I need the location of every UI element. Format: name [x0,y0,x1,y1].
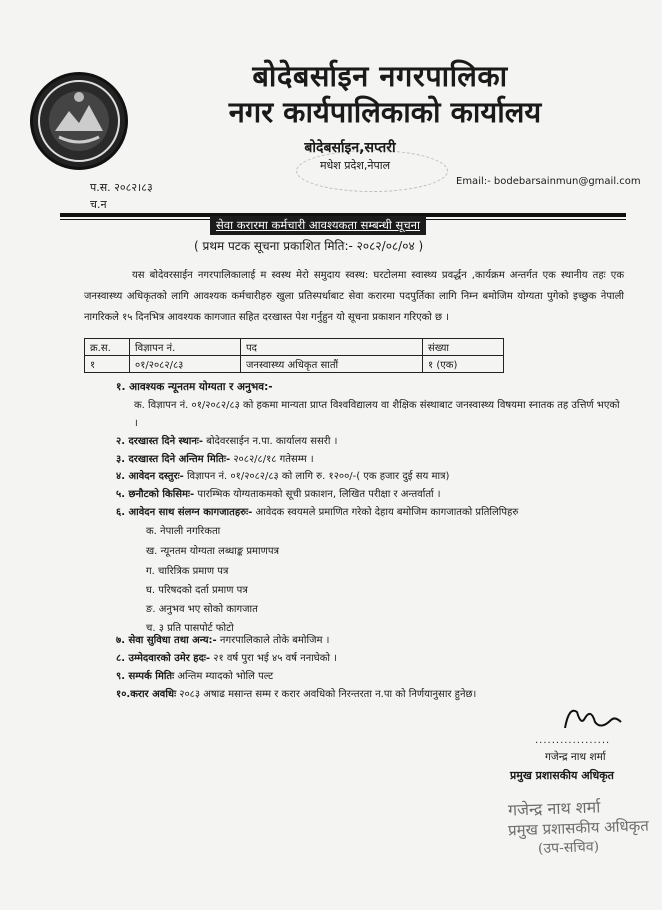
letter-ps: प.स. २०८२।८३ [90,181,153,194]
signatory-name: गजेन्द्र नाथ शर्मा [545,751,606,763]
document-item: च. ३ प्रति पासपोर्ट फोटो [146,623,234,634]
document-item: ङ. अनुभव भए सोको कागजात [146,604,258,615]
col-count: संख्या [423,339,504,356]
signature-mark [555,700,625,736]
list-item: ८. उम्मेदवारको उमेर हदः- २१ वर्ष पुरा भई ४५ वर्ष ननाघेको । [116,653,337,664]
publish-date: ( प्रथम पटक सूचना प्रकाशित मिति:- २०८२/०८/०४ ) [194,239,424,253]
cell-count: १ (एक) [423,356,504,373]
document-item: क. नेपाली नगरिकता [146,526,221,537]
col-post: पद [241,339,423,356]
cell-post: जनस्वास्थ्य अधिकृत सातौं [241,356,423,373]
vacancy-table [84,338,504,373]
requirements-heading: १. आवश्यक न्यूनतम योग्यता र अनुभव:- [116,381,273,393]
list-item: ६. आवेदन साथ संलग्न कागजातहरुः- आवेदक स्वयमले प्रमाणित गरेको देहाय बमोजिम कागजातको प्रतिलिपिहरु [116,507,519,518]
document-item: घ. परिषदको दर्ता प्रमाण पत्र [146,585,248,596]
list-item: ७. सेवा सुविधा तथा अन्य:- नगरपालिकाले तोके बमोजिम । [116,635,330,646]
stamp-title: प्रमुख प्रशासकीय अधिकृत [507,816,650,840]
list-item: ९. सम्पर्क मितिः अन्तिम म्यादको भोलि पल्ट [116,671,274,682]
signatory-title: प्रमुख प्रशासकीय अधिकृत [510,769,614,782]
table-header-row [85,339,504,356]
office-address: बोदेबर्साइन,सप्तरी [304,140,396,156]
letter-cn: च.न [90,198,107,211]
list-item: ३. दरखास्त दिने अन्तिम मितिः- २०८२/८/१८ गतेसम्म । [116,454,314,465]
cell-sn: १ [85,356,130,373]
list-item: ४. आवेदन दस्तुरः- विज्ञापन नं. ०१/२०८२/८३ को लागि रु. १२००/-( एक हजार दुई सय मात्र) [116,471,450,482]
notice-subject: सेवा करारमा कर्मचारी आवश्यकता सम्बन्धी सूचना [210,216,426,235]
list-item: १०.करार अवधिः २०८३ अषाढ मसान्त सम्म र करार अवधिको निरन्तरता न.पा को निर्णयानुसार हुनेछ। [116,689,477,700]
col-ad-no: विज्ञापन नं. [130,339,241,356]
document-item: ग. चारित्रिक प्रमाण पत्र [146,566,229,577]
requirements-text: क. विज्ञापन नं. ०१/२०८२/८३ को हकमा मान्यता प्राप्त विश्वविद्यालय वा शैक्षिक संस्थाबाट जनस्वास्थ्य विषयमा स्नातक तह उत्तिर्ण भएको । [134,400,620,429]
col-sn: क्र.स. [85,339,130,356]
municipality-emblem-icon [30,72,128,170]
notice-paragraph: यस बोदेवरसाईन नगरपालिकालाई म स्वस्थ मेरो समुदाय स्वस्थ: घरटोलमा स्वास्थ्य प्रवर्द्धन ,कार्यक्रम अन्तर्गत एक स्थानीय तहः एक जनस्वास्थ्य अधिकृतको लागि आवश्यक कर्मचारीहरु खुला प्रतिस्पर्धाबाट सेवा करारमा पदपुर्तिका लागि निम्न बमोजिम योग्यता पुगेको इच्छुक नेपाली नागरिकले १५ दिनभित्र आवश्यक कागजात सहित दरखास्त पेश गर्नुहुन यो सूचना प्रकाशन गरिएको छ । [84,270,624,323]
stamp-sub: (उप-सचिव) [537,838,600,858]
office-province: मधेश प्रदेश,नेपाल [319,159,391,172]
cell-ad-no: ०१/२०८२/८३ [130,356,241,373]
stamp-name: गजेन्द्र नाथ शर्मा [507,797,601,820]
table-row [85,356,504,373]
list-item: ५. छनौटको किसिमः- पारम्भिक योग्यताकमको सूची प्रकाशन, लिखित परीक्षा र अन्तर्वार्ता । [116,489,441,500]
office-email: Email:- bodebarsainmun@gmail.com [456,176,641,187]
office-name: नगर कार्यपालिकाको कार्यालय [228,95,542,129]
signature-line: .................. [535,735,611,746]
municipality-name: बोदेबर्साइन नगरपालिका [252,59,508,93]
document-item: ख. न्यूनतम योग्यता लब्धाङ्क प्रमाणपत्र [146,546,280,557]
list-item: २. दरखास्त दिने स्थानः- बोदेवरसाईन न.पा. कार्यालय ससरी । [116,436,338,447]
